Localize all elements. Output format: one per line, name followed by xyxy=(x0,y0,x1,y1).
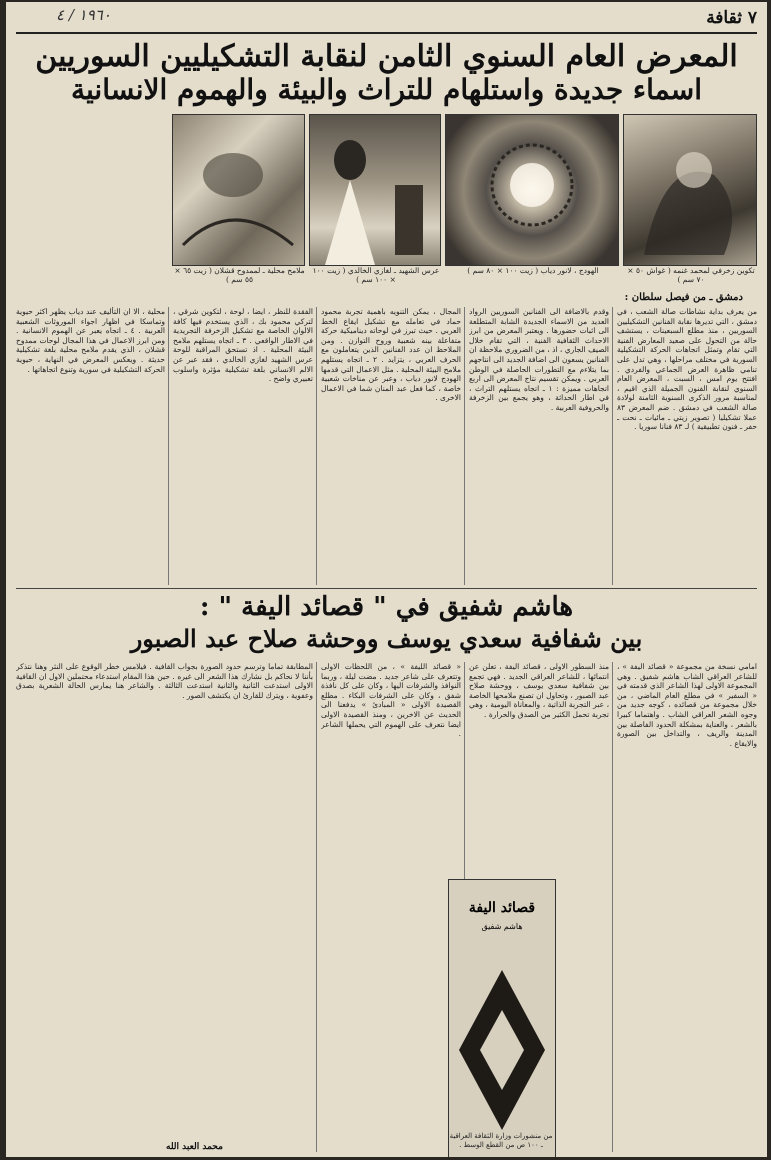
artwork-photos xyxy=(16,114,757,284)
column-divider xyxy=(612,662,613,1152)
book-cover-graphic xyxy=(449,950,555,1150)
article1-column-5: محلية ، الا ان التأليف عند دياب يظهر اكثر حيوية وتماسكا في اظهار اجواء الموروثات الشعبية العربية . ٤ ـ اتجاه يعبر عن الهموم الانسانية . ومن ابرز الاعمال في هذا المجال لوحات ممدوح قشلان ، الذي يقدم ملامح محلية بلغة تشكيلية حديثة . ويعكس المعرض في النهاية ، حيوية الحركة التشكيلية في سورية وتنوع اتجاهاتها . xyxy=(16,307,165,374)
photo-local-features xyxy=(172,114,305,266)
book-cover-author: هاشم شفيق xyxy=(481,922,523,931)
article2-signature: محمد العبد الله xyxy=(166,1142,223,1152)
article2-column-1: امامي نسخة من مجموعة « قصائد اليفة » ، للشاعر العراقي الشاب هاشم شفيق . وهي المجموعة الاولى لهذا الشاعر الذي قدمته في « السفير » في مطلع العام الماضي ، من خلال مجموعة من قصائده ، كوجه جديد من وجوه الشعر العراقي الشاب . واهتماما كبيرا بالشعر ، والعناية بمشكلة الحدود الفاصلة بين المدينة والريف ، والتداخل بين الصورة والايقاع . xyxy=(617,662,757,748)
article2-column-4: المطابقة تماما وترسم حدود الصورة بجواب القافية . فيلامس خطر الوقوع على النثر وهنا نتذكر بأننا لا نحاكم بل نشارك هذا الشعر الى غيره . حين هذا المقام استدعاء محتملين الاول ان القافية الاولى استدعت الثانية والثانية استدعت الثالثة . والشاعر هنا يمارس الحالة الشعرية بصدق وعفوية ، ويترك للقارئ ان يكتشف الصور . xyxy=(16,662,313,700)
article2-column-3: « قصائد الليفة » ، من اللحظات الاولى وتتعرف على شاعر جديد . مضت ليلة ، وربما النوافذ والشرفات اليها ، وكان على كل نافذة شفق ، وكان على الشرفات البكاء . مطلع القصيدة الاولى « المبادئ » يدفعنا الى الحديث عن الاخرين ، ومنذ القصيدة الاولى ايضا نتعرف على الهموم التي يحملها الشاعر . xyxy=(321,662,461,739)
newspaper-page xyxy=(6,2,767,1157)
article2-headline-line2: بين شفافية سعدي يوسف ووحشة صلاح عبد الصبور xyxy=(130,624,643,653)
article1-byline: دمشق ـ من فيصل سلطان : xyxy=(624,292,743,303)
book-cover-image xyxy=(448,879,556,1157)
column-divider xyxy=(612,307,613,585)
book-cover-title: قصائد اليفة xyxy=(468,900,536,916)
article2-headline-line1: هاشم شفيق في " قصائد اليفة " : xyxy=(199,592,574,622)
book-caption: من منشورات وزارة الثقافة العراقية ـ ١٠٠ ص من القطع الوسط . xyxy=(449,1132,553,1149)
section-divider xyxy=(16,588,757,589)
header-rule xyxy=(16,32,757,34)
page-header xyxy=(16,6,757,30)
page-number-label: ٧ ثقافة xyxy=(706,8,757,28)
caption-4: ملامح محلية ـ لممدوح قشلان ( زيت ٦٥ × ٥٥ سم ) xyxy=(174,266,305,284)
article1-column-4: الفقدة للنظر ، ايضا ، لوحة ، لتكوين شرقي ، لتركي محمود بك ، الذي يستخدم فيها كافة الالوان الخاصة مع تشكيل الزخرفة التجريدية في الاطار الواقعي . ٣ ـ اتجاه يستلهم ملامح البيئة المحلية . اذ تستحق المراقبة للوحة عرس الشهيد لغازي الخالدي ، فقد عبر عن الالم الانساني بلغة تشكيلية مؤثرة واسلوب تعبيري واضح . xyxy=(173,307,313,384)
caption-1: تكوين زخرفي لمحمد غنمه ( غواش ٥٠ × ٧٠ سم ) xyxy=(627,266,755,284)
article1-column-1: من يعرف بداية نشاطات صالة الشعب ، في دمشق ، التي تديرها نقابة الفنانين التشكيليين السوريين ، منذ مطلع السبعينات ، يستشف حالة من التحول على صعيد المعارض الفنية التي تقام وتمثل اتجاهات الحركة التشكيلية السورية في مختلف مراحلها ، وهي تدل على تنامي ظاهرة العرض الجماعي والفردي . افتتح يوم امس ، السبت ، المعرض العام السنوي لنقابة الفنون الجميلة الذي اقيم ، لمناسبة مرور الذكرى السنوية الثامنة لولادة صالة الشعب في دمشق . ضم المعرض ٨٣ عملا تشكيليا ( تصوير زيتي ـ مائيات ـ نحت ـ حفر ـ فنون تطبيقية ) لـ ٨٣ فنانا سوريا . xyxy=(617,307,757,432)
photo-decorative-composition xyxy=(623,114,757,266)
photo-martyr-wedding xyxy=(309,114,441,266)
article2-column-2: منذ السطور الاولى ، قصائد اليفة ، تعلن عن انتمائها ، للشاعر العراقي الجديد . فهي تجمع بين شفافية سعدي يوسف ، ووحشة صلاح عبد الصبور ، وتحاول ان تصنع ملامحها الخاصة ، عبر التجربة الذاتية ، والمعاناة اليومية ، وهي تجربة تحمل الكثير من الصدق والحرارة . xyxy=(469,662,609,719)
caption-3: عرس الشهيد ـ لغازي الخالدي ( زيت ١٠٠ × ١٠٠ سم ) xyxy=(312,266,440,284)
handwritten-date: ١٩٦٠ / ٤ xyxy=(56,6,111,24)
photo-howdah xyxy=(445,114,619,266)
article1-headline-line1: المعرض العام السنوي الثامن لنقابة التشكيليين السوريين xyxy=(35,39,738,74)
article1-headline-line2: اسماء جديدة واستلهام للتراث والبيئة والهموم الانسانية xyxy=(70,73,703,106)
column-divider xyxy=(168,307,169,585)
column-divider xyxy=(316,307,317,585)
caption-2: الهودج ، لانور دياب ( زيت ١٠٠ × ٨٠ سم ) xyxy=(467,266,599,275)
article1-column-3: المجال ، يمكن التنويه باهمية تجربة محمود حماد في تعامله مع تشكيل ايقاع الخط العربي . حيث تبرز في لوحاته ديناميكية حركة متفاعلة بينه شعبية وروح التوازن . ومن الملاحظ ان عدد الفنانين الذين يتعاملون مع الحرف العربي ، يتزايد . ٢ ـ اتجاه يستلهم ملامح البيئة المحلية . مثل الاعمال التي قدمها الهودج لانور دياب ، وعبر عن مناخات شعبية خاصة ، كما فعل عبد المنان شما في الاعمال الاخرى . xyxy=(321,307,461,403)
column-divider xyxy=(464,307,465,585)
article1-column-2: وقدم بالاضافة الى الفنانين السوريين الرواد العديد من الاسماء الجديدة الشابة المتطلعة الى اثبات حضورها . ويعتبر المعرض من ابرز الاحداث الثقافية الفنية ، التي تقام خلال الصيف الجاري ، اذ ، من الضروري ملاحظة ان الفنانين يسعون الى اضافة الجديد الى انتاجهم بما يتلاءم مع التطورات الحاصلة في الوطن العربي . ويمكن تقسيم نتاج المعرض الى اربع اتجاهات مميزة : ١ ـ اتجاه يستلهم التراث ، في اطار الحداثة ، وهو يجمع بين الزخرفة والحروفية العربية . xyxy=(469,307,609,412)
column-divider xyxy=(316,662,317,1152)
